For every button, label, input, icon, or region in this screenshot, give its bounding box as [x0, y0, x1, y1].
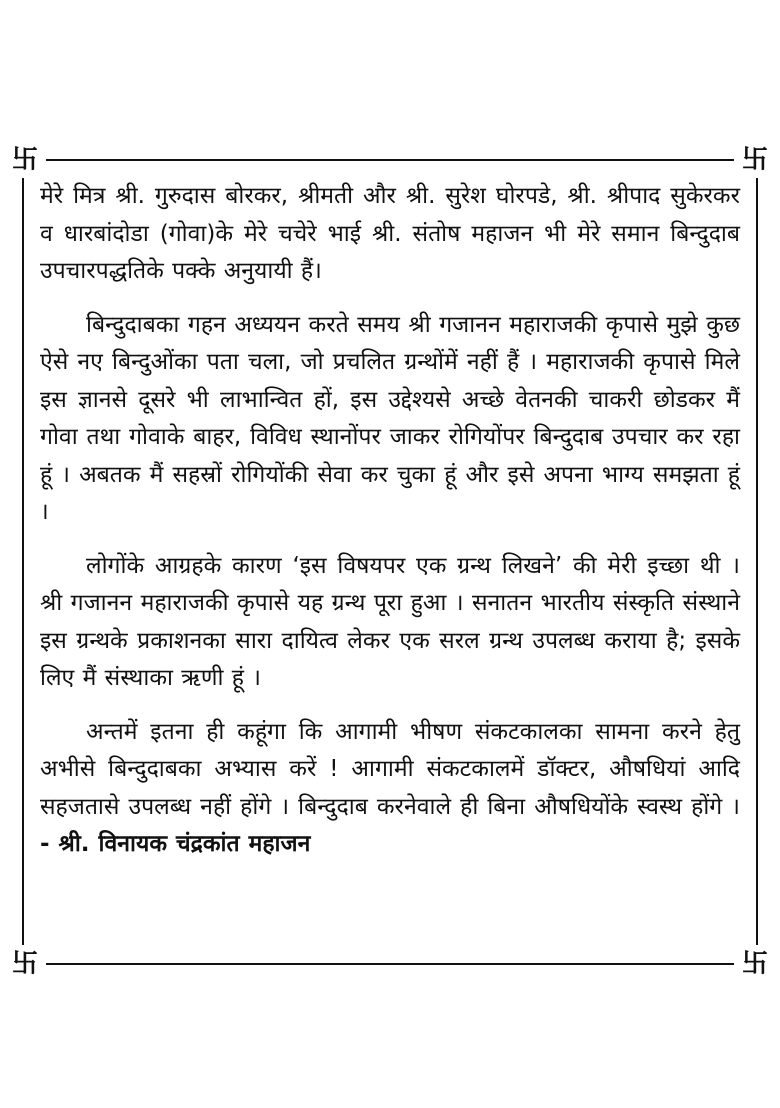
right-border-line: [756, 178, 758, 945]
swastika-icon: 卐: [12, 145, 39, 175]
paragraph-book: लोगोंके आग्रहके कारण ‘इस विषयपर एक ग्रन्थ लिखने’ की मेरी इच्छा थी । श्री गजानन महाराजकी कृपासे यह ग्रन्थ पूरा हुआ । सनातन भारतीय संस्कृति संस्थाने इस ग्रन्थके प्रकाशनका सारा दायित्व लेकर एक सरल ग्रन्थ उपलब्ध कराया है; इसके लिए मैं संस्थाका ऋणी हूं ।: [40, 552, 740, 691]
left-border-line: [22, 178, 24, 945]
swastika-icon: 卐: [12, 949, 39, 979]
author-signature: - श्री. विनायक चंद्रकांत महाजन: [40, 831, 311, 857]
top-rule: [46, 159, 734, 161]
conclusion-text: अन्तमें इतना ही कहूंगा कि आगामी भीषण संकटकालका सामना करने हेतु अभीसे बिन्दुदाबका अभ्यास करें ! आगामी संकटकालमें डॉक्टर, औषधियां आदि सहजतासे उपलब्ध नहीं होंगे । बिन्दुदाब करनेवाले ही बिना औषधियोंके स्वस्थ होंगे ।: [40, 718, 740, 820]
bottom-rule: [46, 963, 734, 965]
paragraph-conclusion: [40, 714, 740, 864]
paragraph-friends: मेरे मित्र श्री. गुरुदास बोरकर, श्रीमती और श्री. सुरेश घोरपडे, श्री. श्रीपाद सुकेरकर व धारबांदोडा (गोवा)के मेरे चचेरे भाई श्री. संतोष महाजन भी मेरे समान बिन्दुदाब उपचारपद्धतिके पक्के अनुयायी हैं।: [40, 183, 740, 284]
document-body: [40, 178, 740, 880]
swastika-icon: 卐: [742, 949, 769, 979]
swastika-icon: 卐: [742, 145, 769, 175]
paragraph-study: बिन्दुदाबका गहन अध्ययन करते समय श्री गजानन महाराजकी कृपासे मुझे कुछ ऐसे नए बिन्दुओंका पता चला, जो प्रचलित ग्रन्थोंमें नहीं हैं । महाराजकी कृपासे मिले इस ज्ञानसे दूसरे भी लाभान्वित हों, इस उद्देश्यसे अच्छे वेतनकी चाकरी छोडकर मैं गोवा तथा गोवाके बाहर, विविध स्थानोंपर जाकर रोगियोंपर बिन्दुदाब उपचार कर रहा हूं । अबतक मैं सहस्रों रोगियोंकी सेवा कर चुका हूं और इसे अपना भाग्य समझता हूं ।: [40, 311, 740, 525]
